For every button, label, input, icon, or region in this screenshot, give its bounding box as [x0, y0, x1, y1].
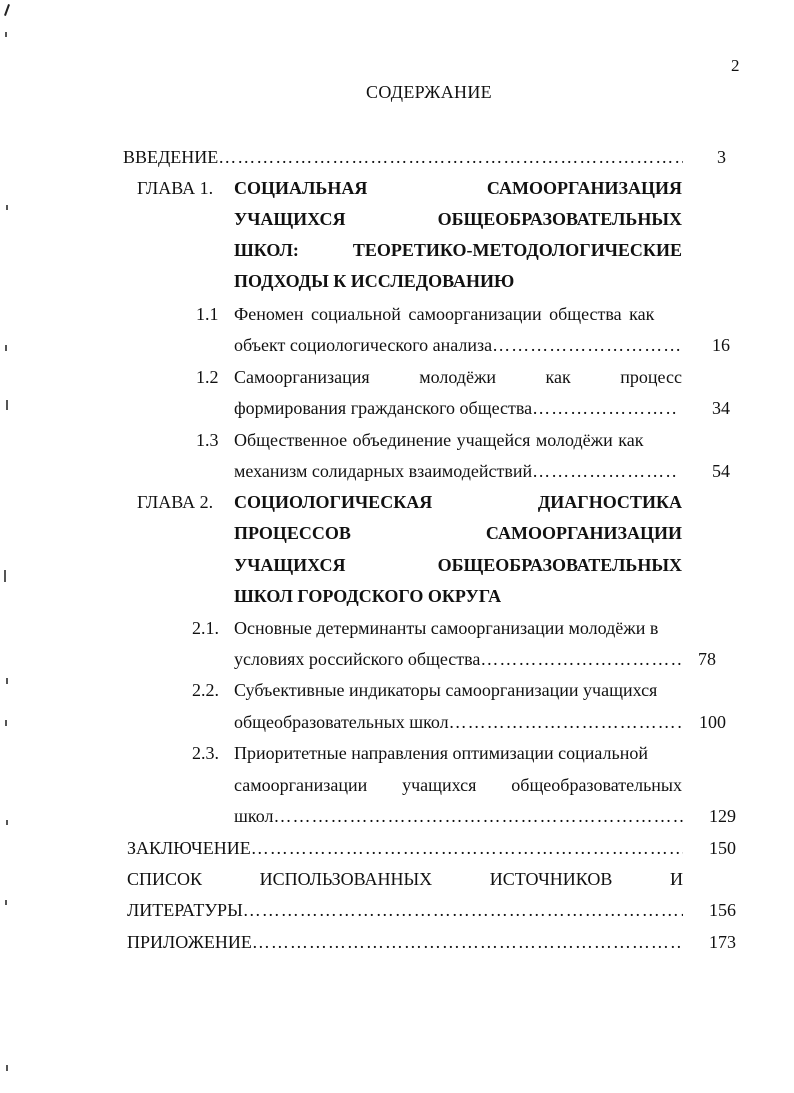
title-word: СОЦИАЛЬНАЯ — [234, 178, 368, 198]
section-text: школ — [234, 806, 274, 826]
section-title-line — [234, 617, 682, 639]
scan-speck — [6, 205, 8, 210]
scan-speck — [6, 1065, 8, 1071]
section-title-line — [234, 774, 682, 796]
entry-label: ЛИТЕРАТУРЫ — [127, 900, 243, 920]
section-leader — [234, 805, 683, 827]
scan-speck — [6, 820, 8, 825]
entry-word: И — [669, 869, 683, 889]
scan-speck — [5, 32, 7, 37]
dot-leader — [492, 334, 683, 356]
section-number: 1.3 — [196, 430, 219, 450]
dot-leader — [532, 397, 677, 419]
title-word: САМООРГАНИЗАЦИИ — [485, 523, 682, 543]
section-title-line — [234, 429, 682, 451]
section-title-line — [234, 366, 682, 388]
section-word: Самоорганизация — [234, 367, 370, 387]
section-number: 1.1 — [196, 304, 219, 324]
chapter-2-label: ГЛАВА 2. — [137, 492, 214, 512]
scan-speck — [6, 400, 8, 410]
section-number: 2.2. — [192, 680, 219, 700]
section-text: общеобразовательных школ — [234, 712, 449, 732]
section-text: Основные детерминанты самоорганизации молодёжи в — [234, 618, 659, 638]
dot-leader — [273, 805, 683, 827]
section-page: 54 — [712, 461, 730, 481]
chapter-1-title-line — [234, 239, 682, 261]
chapter-2-title-line: ШКОЛ ГОРОДСКОГО ОКРУГА — [234, 586, 502, 606]
entry-page: 156 — [709, 900, 736, 920]
section-page: 129 — [709, 806, 736, 826]
entry-label: ВВЕДЕНИЕ — [123, 147, 219, 167]
toc-entry-appendix — [127, 931, 683, 953]
section-text: Субъективные индикаторы самоорганизации учащихся — [234, 680, 658, 700]
section-text: условиях российского общества — [234, 649, 481, 669]
dot-leader — [243, 899, 683, 921]
entry-label: ПРИЛОЖЕНИЕ — [127, 932, 252, 952]
dot-leader — [251, 837, 683, 859]
chapter-1-title-line: ПОДХОДЫ К ИССЛЕДОВАНИЮ — [234, 271, 515, 291]
toc-entry-conclusion — [127, 837, 683, 859]
entry-word: СПИСОК — [127, 869, 203, 889]
page-number: 2 — [731, 56, 740, 75]
scan-speck — [5, 900, 7, 905]
entry-page: 150 — [709, 838, 736, 858]
entry-word: ИСТОЧНИКОВ — [489, 869, 613, 889]
section-number: 2.1. — [192, 618, 219, 638]
entry-word: ИСПОЛЬЗОВАННЫХ — [259, 869, 433, 889]
section-title-line — [234, 742, 682, 764]
entry-page: 3 — [717, 147, 726, 167]
scan-speck — [5, 720, 7, 726]
entry-page: 173 — [709, 932, 736, 952]
section-word: общеобразовательных — [511, 775, 682, 795]
entry-label: ЗАКЛЮЧЕНИЕ — [127, 838, 251, 858]
section-text: Общественное объединение учащейся молодёжи как — [234, 430, 644, 450]
section-number: 1.2 — [196, 367, 219, 387]
chapter-1-title-line — [234, 208, 682, 230]
section-leader — [234, 460, 677, 482]
section-word: как — [545, 367, 571, 387]
title-word: ТЕОРЕТИКО-МЕТОДОЛОГИЧЕСКИЕ — [352, 240, 682, 260]
section-leader — [234, 648, 683, 670]
section-page: 34 — [712, 398, 730, 418]
toc-entry-references-leader — [127, 899, 683, 921]
section-text: объект социологического анализа — [234, 335, 493, 355]
scan-speck — [6, 678, 8, 684]
dot-leader — [532, 460, 677, 482]
title-word: ОБЩЕОБРАЗОВАТЕЛЬНЫХ — [437, 209, 682, 229]
toc-entry-references — [127, 868, 683, 890]
section-word: процесс — [620, 367, 682, 387]
title-word: ШКОЛ: — [234, 240, 299, 260]
chapter-1-label: ГЛАВА 1. — [137, 178, 214, 198]
title-word: СОЦИОЛОГИЧЕСКАЯ — [234, 492, 433, 512]
title-word: САМООРГАНИЗАЦИЯ — [486, 178, 682, 198]
section-text: Приоритетные направления оптимизации социальной — [234, 743, 648, 763]
section-number: 2.3. — [192, 743, 219, 763]
section-page: 100 — [699, 712, 726, 732]
section-title-line — [234, 679, 682, 701]
section-page: 78 — [698, 649, 716, 669]
section-text: формирования гражданского общества — [234, 398, 533, 418]
title-word: УЧАЩИХСЯ — [234, 555, 346, 575]
chapter-2-title-line — [234, 554, 682, 576]
title-word: ДИАГНОСТИКА — [537, 492, 682, 512]
toc-title: СОДЕРЖАНИЕ — [366, 82, 492, 102]
scan-speck — [4, 4, 10, 16]
chapter-1-title-line — [234, 177, 682, 199]
scan-speck — [4, 570, 6, 582]
dot-leader — [252, 931, 683, 953]
section-page: 16 — [712, 335, 730, 355]
section-word: самоорганизации — [234, 775, 368, 795]
section-leader — [234, 397, 677, 419]
chapter-2-title-line — [234, 491, 682, 513]
section-leader — [234, 711, 683, 733]
scan-speck — [5, 345, 7, 351]
section-word: учащихся — [402, 775, 477, 795]
title-word: ОБЩЕОБРАЗОВАТЕЛЬНЫХ — [437, 555, 682, 575]
title-word: ПРОЦЕССОВ — [234, 523, 351, 543]
dot-leader — [480, 648, 683, 670]
section-word: молодёжи — [419, 367, 497, 387]
dot-leader — [449, 711, 683, 733]
section-text: Феномен социальной самоорганизации общества как — [234, 304, 655, 324]
toc-entry-intro — [123, 146, 683, 168]
dot-leader — [218, 146, 683, 168]
section-title-line — [234, 303, 682, 325]
title-word: УЧАЩИХСЯ — [234, 209, 346, 229]
section-leader — [234, 334, 683, 356]
section-text: механизм солидарных взаимодействий — [234, 461, 533, 481]
chapter-2-title-line — [234, 522, 682, 544]
